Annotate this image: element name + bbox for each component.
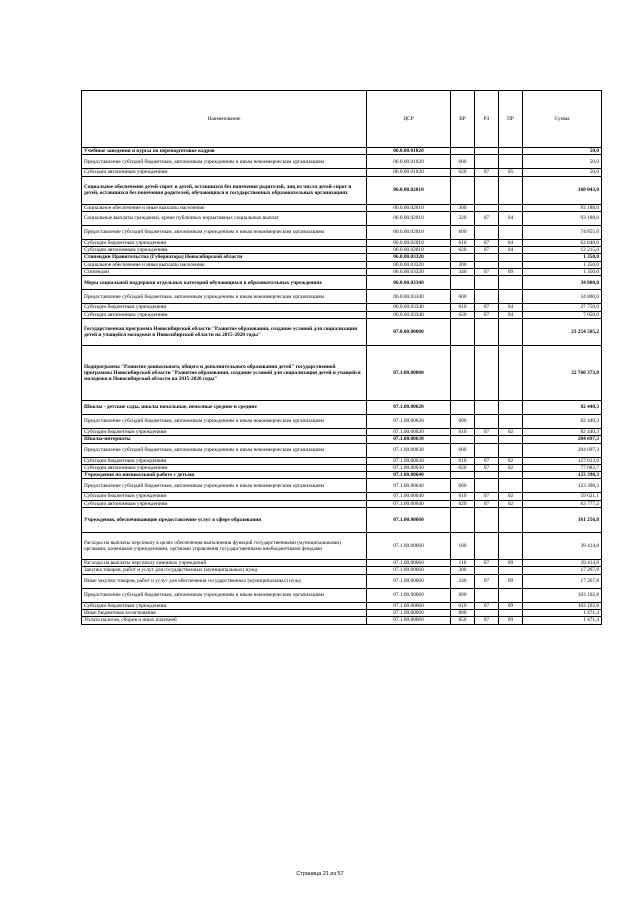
header-sum: Сумма [523,91,602,148]
row-vr [451,276,475,290]
row-csr: 06.0.00.03320 [367,269,451,276]
row-csr: 07.1.00.00630 [367,464,451,471]
row-pr [499,345,523,400]
row-rz [475,400,499,414]
row-vr: 240 [451,574,475,588]
row-sum: 127 013,6 [523,457,602,464]
row-csr: 07.1.00.00660 [367,567,451,574]
row-csr: 07.1.00.00660 [367,574,451,588]
row-name: Субсидии автономным учреждениям [82,311,367,318]
row-name: Субсидии бюджетным учреждениям [82,304,367,311]
table-row [82,304,602,311]
row-name: Учреждения по внешкольной работе с детьми [82,472,367,479]
row-vr: 600 [451,225,475,239]
row-name: Предоставление субсидий бюджетным, автономным учреждениям и иным некоммерческим организациям [82,290,367,304]
row-name: Расходы на выплаты персоналу казенных учреждений [82,560,367,567]
row-name: Учебные заведения и курсы по переподготовке кадров [82,148,367,155]
table-row [82,148,602,155]
row-vr: 620 [451,247,475,254]
row-vr: 850 [451,617,475,624]
row-vr: 600 [451,443,475,457]
row-vr: 620 [451,169,475,176]
row-sum: 77 683,7 [523,464,602,471]
row-vr: 340 [451,269,475,276]
table-row [82,464,602,471]
table-row [82,169,602,176]
row-csr: 07.1.00.00630 [367,443,451,457]
table-row [82,617,602,624]
table-row [82,472,602,479]
row-sum: 123 398,3 [523,472,602,479]
row-csr: 07.1.00.00660 [367,588,451,602]
row-vr: 600 [451,414,475,428]
row-vr: 620 [451,464,475,471]
row-sum: 1 350,0 [523,261,602,268]
row-csr: 07.1.00.00640 [367,472,451,479]
table-row [82,414,602,428]
row-csr: 07.1.00.00660 [367,609,451,616]
row-pr [499,414,523,428]
row-rz: 07 [475,311,499,318]
row-rz: 07 [475,304,499,311]
row-csr: 07.1.00.00000 [367,345,451,400]
row-vr: 300 [451,204,475,211]
row-rz [475,345,499,400]
row-pr [499,155,523,169]
row-pr [499,533,523,560]
row-vr: 600 [451,290,475,304]
row-vr: 600 [451,155,475,169]
row-csr: 06.0.00.01020 [367,148,451,155]
row-name: Стипендии [82,269,367,276]
row-csr: 06.0.00.03340 [367,276,451,290]
row-vr: 620 [451,311,475,318]
table-row [82,290,602,304]
table-row [82,211,602,225]
row-csr: 06.0.00.02010 [367,176,451,204]
row-rz [475,261,499,268]
row-csr: 07.1.00.00660 [367,602,451,609]
row-vr: 610 [451,239,475,246]
row-csr: 07.1.00.00660 [367,533,451,560]
row-rz: 07 [475,457,499,464]
row-pr [499,400,523,414]
row-sum: 82 440,3 [523,400,602,414]
row-name: Субсидии автономным учреждениям [82,464,367,471]
header-rz: РЗ [475,91,499,148]
row-vr [451,508,475,533]
row-rz [475,436,499,443]
row-pr: 09 [499,602,523,609]
row-rz [475,479,499,493]
row-sum: 63 777,2 [523,500,602,507]
row-vr [451,148,475,155]
row-name: Предоставление субсидий бюджетным, автономным учреждениям и иным некоммерческим организациям [82,155,367,169]
row-name: Подпрограмма "Развитие дошкольного, общего и дополнительного образования детей" государственной программы Новосибирской области "Развитие образования, создание условий для социализации детей и учащейся молодежи в Новосибирской области на 2015-2020 годы" [82,345,367,400]
row-name: Социальное обеспечение и иные выплаты населению [82,261,367,268]
row-pr [499,204,523,211]
row-csr: 07.1.00.00660 [367,508,451,533]
row-sum: 1 471,4 [523,609,602,616]
header-vr: ВР [451,91,475,148]
row-rz [475,225,499,239]
row-pr [499,225,523,239]
row-vr: 610 [451,304,475,311]
row-rz [475,155,499,169]
row-pr [499,261,523,268]
row-sum: 17 267,8 [523,567,602,574]
row-rz: 07 [475,617,499,624]
row-sum: 50,0 [523,148,602,155]
page-number: Страница 21 из 57 [296,871,344,877]
row-name: Субсидии автономным учреждениям [82,500,367,507]
table-row [82,500,602,507]
header-name: Наименование [82,91,367,148]
row-rz [475,254,499,261]
row-rz: 07 [475,574,499,588]
table-row [82,588,602,602]
row-pr [499,176,523,204]
row-pr: 09 [499,269,523,276]
row-vr [451,400,475,414]
row-pr: 04 [499,304,523,311]
row-rz [475,508,499,533]
row-pr: 09 [499,574,523,588]
row-rz [475,148,499,155]
row-pr: 04 [499,211,523,225]
row-rz: 07 [475,428,499,435]
row-vr: 100 [451,533,475,560]
row-sum: 1 471,4 [523,617,602,624]
header-csr: ЦСР [367,91,451,148]
row-name: Иные закупки товаров, работ и услуг для обеспечения государственных (муниципальных) нужд [82,574,367,588]
table-row [82,457,602,464]
row-vr [451,472,475,479]
row-name: Субсидии автономным учреждениям [82,169,367,176]
row-pr [499,567,523,574]
row-pr [499,479,523,493]
row-rz [475,204,499,211]
row-sum: 1 350,0 [523,269,602,276]
row-vr: 620 [451,500,475,507]
row-csr: 06.0.00.01020 [367,155,451,169]
row-csr: 06.0.00.02010 [367,247,451,254]
table-row [82,176,602,204]
row-sum: 39 414,8 [523,560,602,567]
row-name: Государственная программа Новосибирской области "Развитие образования, создание условий для социализации детей и учащейся молодежи в Новосибирской области на 2015-2020 годы" [82,318,367,345]
row-sum: 82 440,3 [523,428,602,435]
table-row [82,239,602,246]
row-pr: 02 [499,464,523,471]
row-vr: 600 [451,479,475,493]
row-pr: 09 [499,617,523,624]
row-rz: 07 [475,169,499,176]
row-vr: 610 [451,602,475,609]
row-csr: 07.1.00.00640 [367,479,451,493]
table-row [82,318,602,345]
row-sum: 12 215,0 [523,247,602,254]
row-csr: 07.1.00.00640 [367,500,451,507]
row-csr: 07.1.00.00630 [367,436,451,443]
row-vr: 300 [451,261,475,268]
row-rz [475,318,499,345]
row-sum: 17 267,8 [523,574,602,588]
table-row [82,204,602,211]
row-rz: 07 [475,464,499,471]
table-row [82,155,602,169]
row-pr: 02 [499,500,523,507]
row-name: Меры социальной поддержки отдельных категорий обучающихся в образовательных учреждениях [82,276,367,290]
row-sum: 93 188,0 [523,211,602,225]
row-sum: 39 414,8 [523,533,602,560]
row-csr: 06.0.00.03340 [367,311,451,318]
table-row [82,560,602,567]
row-sum: 204 697,3 [523,443,602,457]
row-pr: 04 [499,247,523,254]
row-sum: 168 043,0 [523,176,602,204]
row-sum: 93 188,0 [523,204,602,211]
row-rz [475,443,499,457]
table-row [82,428,602,435]
row-pr: 02 [499,428,523,435]
row-pr [499,436,523,443]
row-pr [499,443,523,457]
row-rz [475,609,499,616]
row-name: Социальное обеспечение и иные выплаты населению [82,204,367,211]
row-rz: 07 [475,211,499,225]
table-row [82,436,602,443]
table-row [82,609,602,616]
row-csr: 06.0.00.03320 [367,254,451,261]
table-row [82,247,602,254]
row-csr: 06.0.00.03340 [367,304,451,311]
row-name: Социальные выплаты гражданам, кроме публичных нормативных социальных выплат [82,211,367,225]
row-vr: 320 [451,211,475,225]
row-pr [499,148,523,155]
row-vr: 600 [451,588,475,602]
row-rz [475,176,499,204]
row-rz: 07 [475,239,499,246]
row-name: Субсидии автономным учреждениям [82,247,367,254]
table-row [82,493,602,500]
table-row [82,254,602,261]
row-name: Предоставление субсидий бюджетным, автономным учреждениям и иным некоммерческим организациям [82,588,367,602]
row-csr: 06.0.00.01020 [367,169,451,176]
row-csr: 07.1.00.00640 [367,493,451,500]
table-row [82,400,602,414]
row-name: Уплата налогов, сборов и иных платежей [82,617,367,624]
row-sum: 34 800,0 [523,276,602,290]
row-sum: 82 440,3 [523,414,602,428]
table-row [82,269,602,276]
row-sum: 74 855,0 [523,225,602,239]
table-row [82,345,602,400]
row-sum: 22 760 373,0 [523,345,602,400]
row-sum: 204 697,3 [523,436,602,443]
table-row [82,225,602,239]
row-vr [451,436,475,443]
header-pr: ПР [499,91,523,148]
row-csr: 07.1.00.00620 [367,400,451,414]
row-pr [499,254,523,261]
row-sum: 103 102,8 [523,588,602,602]
row-sum: 59 621,1 [523,493,602,500]
row-rz: 07 [475,602,499,609]
table-row [82,602,602,609]
row-name: Субсидии бюджетным учреждениям [82,457,367,464]
row-vr: 610 [451,428,475,435]
row-name: Предоставление субсидий бюджетным, автономным учреждениям и иным некоммерческим организациям [82,414,367,428]
row-name: Субсидии бюджетным учреждениям [82,493,367,500]
table-row [82,508,602,533]
row-name: Субсидии бюджетным учреждениям [82,602,367,609]
table-row [82,567,602,574]
row-vr: 610 [451,493,475,500]
row-rz: 07 [475,247,499,254]
row-name: Школы-интернаты [82,436,367,443]
row-name: Расходы на выплаты персоналу в целях обеспечения выполнения функций государственными (муниципальными) органами, казенными учреждениями, органами управления государственными внебюджетными фондами [82,533,367,560]
row-pr [499,472,523,479]
row-rz [475,472,499,479]
row-csr: 07.1.00.00660 [367,617,451,624]
row-rz [475,276,499,290]
row-sum: 7 050,0 [523,311,602,318]
row-pr: 04 [499,239,523,246]
row-rz [475,533,499,560]
row-csr: 07.1.00.00630 [367,457,451,464]
table-row [82,533,602,560]
row-vr [451,254,475,261]
row-vr: 110 [451,560,475,567]
row-pr: 04 [499,311,523,318]
row-rz: 07 [475,560,499,567]
row-pr [499,609,523,616]
row-rz: 07 [475,269,499,276]
row-csr: 07.0.00.00000 [367,318,451,345]
row-pr: 09 [499,560,523,567]
row-pr [499,290,523,304]
row-pr: 05 [499,169,523,176]
row-name: Субсидии бюджетным учреждениям [82,239,367,246]
row-pr: 02 [499,493,523,500]
row-name: Социальное обеспечение детей-сирот и детей, оставшихся без попечения родителей, лиц из числа детей-сирот и детей, оставшихся без попечения родителей, обучающихся в государственных образовательных организациях [82,176,367,204]
table-header-row [82,91,602,148]
row-sum: 1 350,0 [523,254,602,261]
row-rz [475,290,499,304]
row-csr: 07.1.00.00620 [367,414,451,428]
row-rz [475,588,499,602]
row-csr: 06.0.00.02010 [367,239,451,246]
row-name: Стипендии Правительства (Губернатора) Новосибирской области [82,254,367,261]
row-name: Закупка товаров, работ и услуг для государственных (муниципальных) нужд [82,567,367,574]
row-sum: 62 640,0 [523,239,602,246]
table-row [82,479,602,493]
row-name: Предоставление субсидий бюджетным, автономным учреждениям и иным некоммерческим организациям [82,443,367,457]
row-vr [451,345,475,400]
row-sum: 27 750,0 [523,304,602,311]
row-sum: 50,0 [523,155,602,169]
row-csr: 06.0.00.03340 [367,290,451,304]
table-row [82,574,602,588]
row-sum: 103 102,8 [523,602,602,609]
row-csr: 06.0.00.02010 [367,204,451,211]
row-sum: 50,0 [523,169,602,176]
row-name: Субсидии бюджетным учреждениям [82,428,367,435]
row-sum: 23 254 505,2 [523,318,602,345]
row-name: Предоставление субсидий бюджетным, автономным учреждениям и иным некоммерческим организациям [82,225,367,239]
row-vr: 610 [451,457,475,464]
row-csr: 06.0.00.03320 [367,261,451,268]
row-rz: 07 [475,493,499,500]
table-row [82,443,602,457]
row-csr: 06.0.00.02010 [367,225,451,239]
row-name: Школы - детские сады, школы начальные, неполные средние и средние [82,400,367,414]
row-pr: 02 [499,457,523,464]
row-pr [499,508,523,533]
row-sum: 123 398,3 [523,479,602,493]
row-csr: 07.1.00.00660 [367,560,451,567]
table-row [82,261,602,268]
row-name: Учреждения, обеспечивающие предоставление услуг в сфере образования [82,508,367,533]
row-rz: 07 [475,500,499,507]
row-sum: 34 800,0 [523,290,602,304]
row-pr [499,588,523,602]
row-vr: 800 [451,609,475,616]
row-sum: 161 256,8 [523,508,602,533]
row-csr: 07.1.00.00620 [367,428,451,435]
row-vr: 200 [451,567,475,574]
row-vr [451,318,475,345]
row-vr [451,176,475,204]
row-rz [475,414,499,428]
table-row [82,311,602,318]
row-pr [499,276,523,290]
row-rz [475,567,499,574]
row-csr: 06.0.00.02010 [367,211,451,225]
row-pr [499,318,523,345]
budget-table [81,90,602,625]
row-name: Иные бюджетные ассигнования [82,609,367,616]
table-row [82,276,602,290]
row-name: Предоставление субсидий бюджетным, автономным учреждениям и иным некоммерческим организациям [82,479,367,493]
